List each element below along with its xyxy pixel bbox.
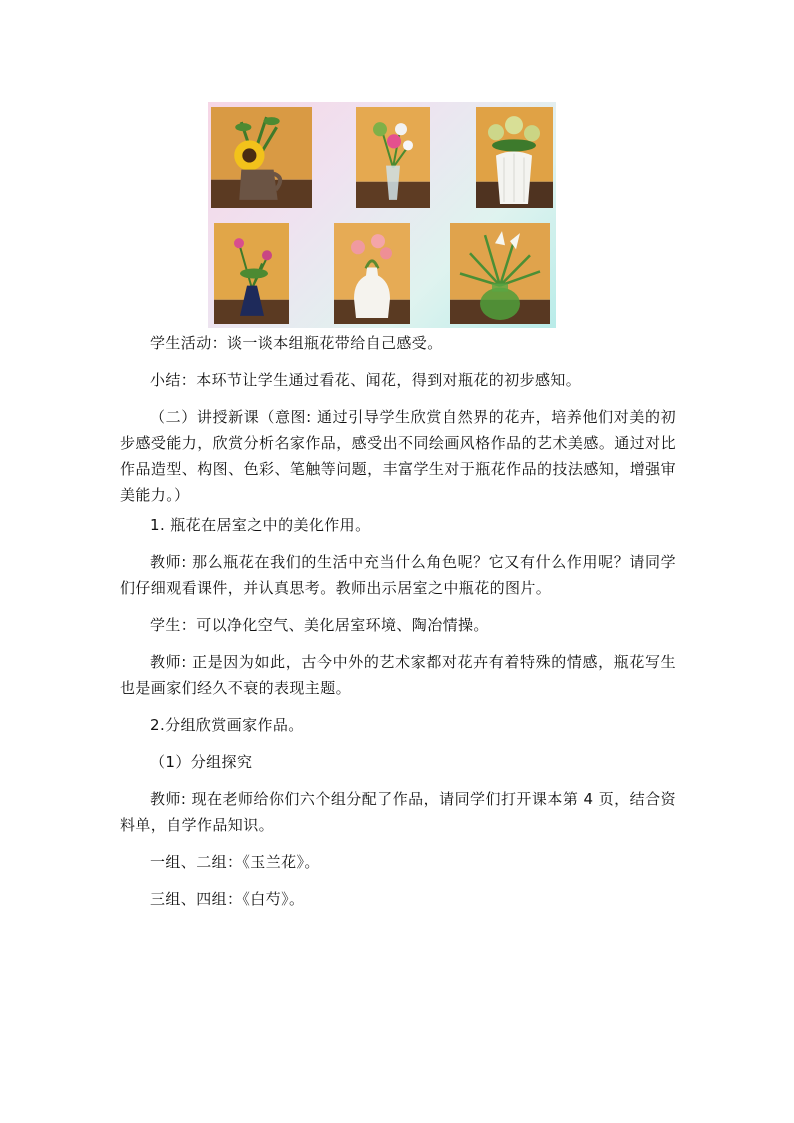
paragraph-student-activity: 学生活动：谈一谈本组瓶花带给自己感受。	[150, 334, 443, 352]
photo-lily-green-glass-vase	[450, 223, 550, 324]
photo-rose-blue-bottle	[214, 223, 289, 324]
photo-chrysanthemum-white-vase	[476, 107, 553, 208]
flower-photo-collage	[208, 102, 556, 328]
paragraph-item-one: 1. 瓶花在居室之中的美化作用。	[150, 516, 371, 534]
paragraph-item-two: 2.分组欣赏画家作品。	[150, 716, 304, 734]
paragraph-group-three-four: 三组、四组：《白芍》。	[150, 890, 305, 908]
paragraph-teacher-question: 教师: 那么瓶花在我们的生活中充当什么角色呢？它又有什么作用呢？请同学们仔细观看课件，并认真思考。教师出示居室之中瓶花的图片。	[120, 553, 676, 597]
photo-carnation-white-bottle	[334, 223, 410, 324]
photo-carnation-glass-vase	[356, 107, 430, 208]
paragraph-teacher-assignment: 教师: 现在老师给你们六个组分配了作品，请同学们打开课本第 4 页，结合资料单，自学作品知识。	[120, 790, 676, 834]
photo-sunflower-vase	[211, 107, 312, 208]
paragraph-sub-item-one: （1）分组探究	[150, 753, 253, 771]
paragraph-student-answer: 学生：可以净化空气、美化居室环境、陶冶情操。	[150, 616, 489, 634]
paragraph-section-two-intro: （二）讲授新课（意图: 通过引导学生欣赏自然界的花卉，培养他们对美的初步感受能力，欣赏分析名家作品，感受出不同绘画风格作品的艺术美感。通过对比作品造型、构图、色彩、笔触等问题，丰富学生对于瓶花作品的技法感知，增强审美能力。）	[120, 408, 676, 504]
paragraph-teacher-response: 教师: 正是因为如此，古今中外的艺术家都对花卉有着特殊的情感，瓶花写生也是画家们经久不衰的表现主题。	[120, 653, 676, 697]
paragraph-group-one-two: 一组、二组：《玉兰花》。	[150, 853, 320, 871]
paragraph-summary: 小结：本环节让学生通过看花、闻花，得到对瓶花的初步感知。	[150, 371, 582, 389]
